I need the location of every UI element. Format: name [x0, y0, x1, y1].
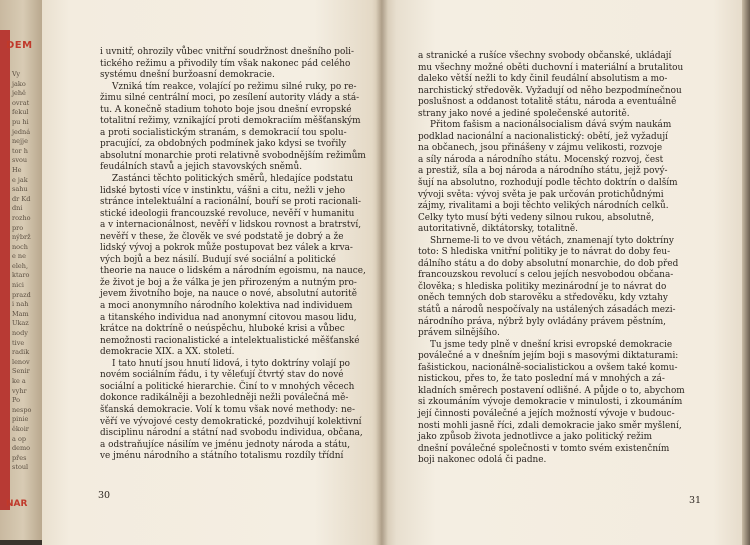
text-line: nemožnosti racionalistické a intelektualistické měšťanské	[100, 335, 360, 346]
text-line: a moci anonymního národního kolektiva nad individuem	[100, 301, 353, 312]
text-line: dnešní poválečné společnosti v tomto svém existenčním	[418, 443, 670, 454]
text-line: toto: S hlediska vnitřní politiky je to návrat do doby feu-	[418, 247, 671, 258]
previous-page-fragment: jehě	[12, 89, 26, 98]
text-line: I tato hnutí jsou hnutí lidová, i tyto doktríny volají po	[112, 358, 350, 369]
previous-page-fragment: nýbrž	[12, 233, 31, 242]
text-line: její činnosti poválečné a jejích možností vývoje v budouc-	[418, 408, 675, 419]
text-line: feudálních stavů a jejich stavovských sněmů.	[100, 162, 303, 173]
text-line: právem silnějšího.	[418, 328, 500, 339]
text-line: a síly národa a národního státu. Mocenský rozvoj, čest	[418, 154, 664, 165]
text-line: novém sociálním řádu, i ty věleťují čtvrtý stav do nové	[100, 370, 344, 381]
text-line: nosti mohli jasně říci, zdali demokracie jako směr myšlení,	[418, 420, 682, 431]
previous-page-fragment: radik	[12, 348, 30, 357]
text-line: stránce intelektuální a racionální, bouří se proti racionali-	[100, 197, 362, 208]
previous-page-fragment: Mam	[12, 309, 29, 318]
text-line: tu. A konečně stadium tohoto boje jsou dnešní evropské	[100, 104, 352, 115]
previous-page-fragment: nody	[12, 329, 28, 338]
text-line: Shrneme-li to ve dvou větách, znamenají tyto doktríny	[430, 235, 674, 246]
text-line: poslušnost a oddanost totalitě státu, národa a eventuálně	[418, 97, 677, 108]
text-line: Přitom fašism a nacionálsocialism dává svým naukám	[430, 120, 672, 131]
text-line: šťanská demokracie. Volí k tomu však nové methody: ne-	[100, 404, 355, 415]
text-line: a odstraňujíce násilím ve jménu jednoty národa a státu,	[100, 439, 351, 450]
text-line: lidský vývoj a pokrok může postupovat bez válek a krva-	[100, 243, 353, 254]
text-line: krátce na doktríně o neúspěchu, hluboké krisi a vůbec	[100, 324, 345, 335]
text-line: daleko větší nežli to kdy činil feudální absolutism a mo-	[418, 74, 668, 85]
left-page-text	[100, 47, 366, 463]
previous-page-fragment: svou	[12, 156, 28, 165]
previous-page-fragment: nespo	[12, 405, 32, 414]
text-line: že život je boj a že válka je jen přirozeným a nutným pro-	[100, 277, 357, 288]
text-line: člověka; s hlediska politiky mezinárodní je to návrat do	[418, 281, 667, 292]
text-line: strany jako nové a jediné společenské autoritě.	[418, 108, 630, 119]
previous-page-fragment: rozho	[12, 213, 31, 222]
text-line: jevem životního boje, na nauce o nové, absolutní autoritě	[100, 289, 357, 300]
right-page	[382, 0, 742, 545]
previous-page-fragment: noch	[12, 242, 28, 251]
previous-page-fragment: nici	[12, 281, 24, 290]
text-line: sociální a politické hierarchie. Činí to v mnohých věcech	[100, 381, 355, 392]
text-line: autoritativně, diktátorsky, totalitně.	[418, 224, 578, 235]
text-line: disciplinu národní a státní nad svobodu individua, občana,	[100, 428, 363, 439]
text-line: francouzskou revolucí s celou jejích nesvobodou občana-	[418, 270, 674, 281]
text-line: tického režimu a přivodily tím však nakonec pád celého	[100, 58, 351, 69]
right-page-text	[418, 51, 685, 467]
text-line: žimu silné centrální moci, po zesílení autority vlády a stá-	[100, 93, 360, 104]
text-line: Tu jsme tedy plně v dnešní krisi evropské demokracie	[430, 339, 673, 350]
text-line: vých bojů a bez násilí. Budují své sociální a politické	[100, 254, 336, 265]
previous-page-fragment: a op	[12, 434, 27, 443]
previous-page-fragment: e jak	[12, 175, 28, 184]
right-page-number: 31	[689, 495, 702, 506]
text-line: demokracie XIX. a XX. století.	[100, 347, 235, 358]
text-line: dokonce radikálněji a bezohledněji nežli poválečná mě-	[100, 393, 349, 404]
text-line: a prestiž, síla a boj národa a národního státu, jejž pový-	[418, 166, 668, 177]
previous-page-fragment: ke a	[12, 377, 26, 385]
previous-page-fragment: přes	[12, 453, 27, 462]
previous-page-fragment: pro	[12, 223, 24, 232]
previous-page-fragment: e ne	[12, 252, 26, 261]
previous-page-fragment: dr Kd	[12, 194, 31, 203]
previous-page-fragment: lenov	[12, 357, 30, 366]
text-line: pracující, za obdobných podmínek jako kdysi se tvořily	[100, 139, 347, 150]
text-line: totalitní režimy, vznikající proti demokraciím měšťanským	[100, 116, 361, 127]
text-line: stické ideologii francouzské revoluce, nevěří v humanitu	[100, 208, 355, 219]
previous-page-fragment: prazd	[12, 290, 31, 299]
text-line: jako způsob života jednotlivce a jako politický režim	[418, 432, 653, 443]
text-line: lidské bytosti více v instinktu, vášni a citu, nežli v jeho	[100, 185, 346, 196]
previous-page-fragment: dni	[12, 204, 23, 213]
text-line: narchistický středověk. Vyžadují od něho bezpodmínečnou	[418, 85, 682, 96]
text-line: oněch temných dob starověku a středověku, kdy vztahy	[418, 293, 668, 304]
text-line: na občanech, jsou přinášeny v zájmu velikosti, rozvoje	[418, 143, 663, 154]
previous-page-fragment: pu hi	[12, 117, 29, 126]
previous-page-fragment: jedná	[12, 127, 31, 136]
red-margin-band	[0, 30, 10, 510]
text-line: a proti socialistickým stranám, s demokracií tou spolu-	[100, 127, 347, 138]
previous-page-fragment: eleh,	[12, 261, 29, 270]
text-line: Vzniká tím reakce, volající po režimu silné ruky, po re-	[112, 81, 357, 92]
text-line: fašistickou, nacionálně-socialistickou a ovšem také komu-	[418, 362, 678, 373]
text-line: absolutní monarchie proti relativně svobodnějším režimům	[100, 150, 366, 161]
text-line: i uvnitř, ohrozily vůbec vnitřní soudržnost dnešního poli-	[100, 47, 355, 57]
text-line: systému dnešní buržoasní demokracie.	[100, 70, 275, 81]
text-line: dálního státu a do doby absolutní monarchie, do dob před	[418, 258, 679, 269]
previous-page-fragment: Ukaz	[12, 319, 29, 328]
text-line: států a národů nespočívaly na ustálených zásadách mezi-	[418, 305, 676, 316]
previous-page-edge	[0, 0, 42, 540]
previous-page-fragment: sahu	[12, 185, 28, 194]
text-line: kladních směrech postavení odlišné. A půjde o to, abychom	[418, 385, 685, 396]
previous-page-fragment: He	[12, 165, 22, 174]
text-line: si zkoumáním vývoje demokracie v minulosti, i zkoumáním	[418, 397, 683, 408]
previous-page-fragment: demo	[12, 444, 31, 453]
text-line: vývoji světa: vývoj světa je pak určován protichůdnými	[418, 189, 664, 200]
left-page	[42, 0, 382, 545]
previous-page-fragment: fekul	[12, 108, 29, 117]
text-line: nistickou, přes to, že tato poslední má v mnohých a zá-	[418, 374, 665, 385]
right-page-edge	[742, 0, 750, 545]
previous-page-fragment: ovrat	[12, 98, 30, 107]
text-line: národního práva, nýbrž byly ovládány právem pěstním,	[418, 316, 666, 327]
previous-page-fragment: vyhr	[12, 386, 27, 395]
text-line: nevěří v these, že člověk ve své podstatě je dobrý a že	[100, 231, 344, 242]
text-line: a stranické a rušíce všechny svobody občanské, ukládají	[418, 51, 672, 61]
previous-page-fragment: Senir	[12, 367, 30, 376]
left-page-number: 30	[98, 490, 111, 501]
text-line: boji nakonec odolá či padne.	[418, 455, 547, 466]
previous-page-fragment: tor h	[12, 146, 28, 155]
text-line: zájmy, rivalitami a boji těchto velikých národních celků.	[418, 201, 669, 212]
previous-page-fragment: stoul	[12, 463, 29, 472]
text-line: theorie na nauce o lidském a národním egoismu, na nauce,	[100, 266, 366, 277]
text-line: mu všechny možné oběti duchovní i materiální a brutalitou	[418, 62, 684, 73]
previous-page-fragment: jako	[12, 79, 26, 88]
text-line: Zastánci těchto politických směrů, hledajíce podstatu	[112, 174, 354, 185]
book-gutter	[376, 0, 388, 545]
previous-page-fragment: Vy	[12, 70, 21, 78]
text-line: podklad nacionální a nacionalistický: obětí, jež vyžadují	[418, 131, 668, 142]
text-line: Celky tyto musí býti vedeny silnou rukou, absolutně,	[418, 212, 655, 223]
text-line: ve jménu národního a státního totalismu rozdíly třídní	[100, 451, 344, 462]
text-line: věří ve vývojové cesty demokratické, pozdvihují kolektivní	[100, 416, 362, 427]
previous-page-fragment: ktaro	[12, 271, 30, 280]
previous-page-fragment: Po	[12, 396, 21, 405]
previous-page-fragment: i nah	[12, 300, 29, 309]
previous-page-title-fragment: DEM	[6, 40, 33, 51]
previous-page-fragment: ěkoir	[12, 424, 29, 433]
previous-page-text-fragments	[12, 70, 42, 473]
previous-page-footer-fragment: NAR	[6, 499, 28, 509]
text-line: a titanského individua nad anonymní citovou masou lidu,	[100, 312, 357, 323]
text-line: a v internacionálnost, nevěří v lidskou rovnost a bratrství,	[100, 220, 362, 231]
previous-page-fragment: tive	[12, 338, 25, 347]
previous-page-fragment: nejje	[12, 137, 28, 146]
text-line: šují na absolutno, rozhodují podle těchto doktrín o dalším	[418, 178, 678, 189]
previous-page-fragment: pinie	[12, 415, 29, 424]
text-line: poválečné a v dnešním jejím boji s masovými diktaturami:	[418, 351, 679, 362]
